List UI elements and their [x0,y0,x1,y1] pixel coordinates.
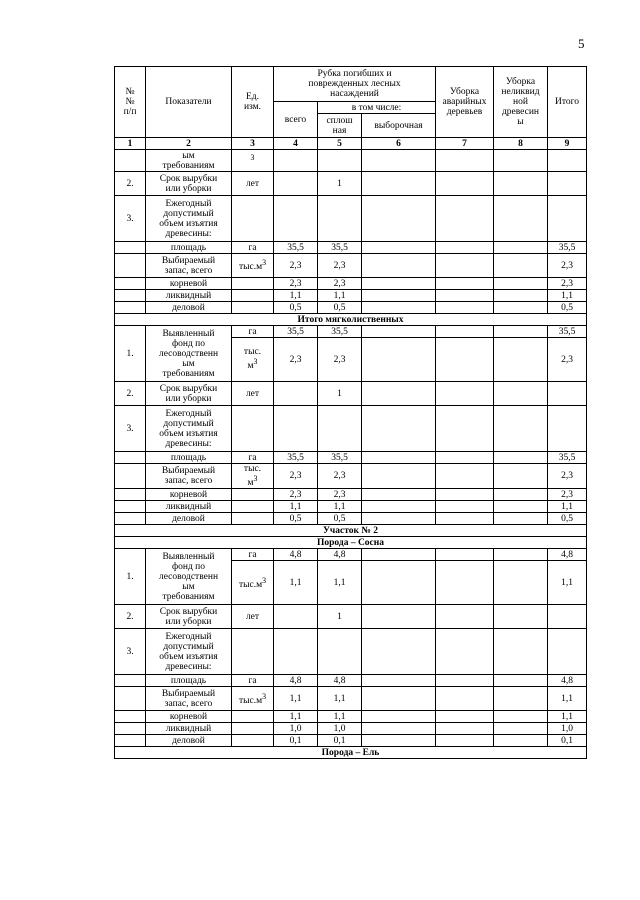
value-cell: 1,0 [274,723,318,735]
header-total [274,102,318,138]
colnum-2: 2 [146,138,232,150]
indicator-cell [146,254,232,278]
colnum-3: 3 [232,138,274,150]
value-cell: 35,5 [318,242,362,254]
value-cell: 1,0 [318,723,362,735]
value-cell: 1,1 [274,711,318,723]
value-cell: 1 [318,382,362,406]
value-cell: 4,8 [318,675,362,687]
value-cell: 2,3 [548,464,587,489]
indicator-cell [146,326,232,382]
value-cell: 0,5 [318,513,362,525]
unit-text: тыс.м [238,262,263,273]
table-row [115,687,587,711]
unit-sup: 3 [250,153,255,163]
header-itogo-text: Итого [554,97,580,107]
indicator-cell: деловой [146,513,232,525]
indicator-text: Ежегодный допустимый объем изъятия древесины: [159,408,218,449]
value-cell: 4,8 [274,549,318,561]
header-num-text: № № п/п [123,87,137,117]
indicator-text: Срок вырубки или уборки [159,173,218,194]
indicator-cell [146,196,232,242]
header-num [115,67,146,138]
table-row [115,302,587,314]
value-cell: 1,1 [274,561,318,605]
indicator-cell: площадь [146,242,232,254]
indicator-text: Выявленный фонд по лесоводственн ым требованиям [158,328,219,379]
value-cell: 2,3 [274,254,318,278]
row-num: 1. [115,549,146,605]
table-row [115,675,587,687]
colnum-8: 8 [494,138,548,150]
header-including-text: в том числе: [351,102,402,113]
header-nonliquid [494,67,548,138]
table-row [115,605,587,629]
section-row [115,525,587,537]
section-row [115,537,587,549]
table-row [115,172,587,196]
header-including [318,102,436,114]
table-row [115,464,587,489]
unit-cell: лет [232,382,274,406]
table-row [115,501,587,513]
value-cell: 2,3 [274,464,318,489]
table-row [115,723,587,735]
unit-cell [232,687,274,711]
table-row [115,196,587,242]
table-row [115,382,587,406]
value-cell: 35,5 [274,326,318,338]
value-cell: 35,5 [274,452,318,464]
indicator-cell [146,406,232,452]
indicator-cell: корневой [146,711,232,723]
unit-sup: 3 [262,258,267,268]
value-cell: 2,3 [318,489,362,501]
value-cell: 0,5 [274,302,318,314]
unit-sup: 3 [253,474,258,483]
value-cell: 35,5 [548,452,587,464]
indicator-cell [146,382,232,406]
colnum-7: 7 [436,138,494,150]
unit-cell [232,464,274,489]
value-cell: 1,1 [548,687,587,711]
indicator-cell: корневой [146,489,232,501]
indicator-text: Выбираемый запас, всего [161,688,216,709]
unit-sup: 3 [262,691,267,701]
forest-felling-table [114,66,587,759]
row-num: 2. [115,605,146,629]
header-itogo [548,67,587,138]
value-cell: 35,5 [548,326,587,338]
value-cell: 1 [318,605,362,629]
indicator-cell [146,629,232,675]
table-row [115,278,587,290]
unit-text: тыс. м [243,347,262,372]
table-row [115,326,587,338]
table-row [115,242,587,254]
table-row [115,150,587,172]
table-row [115,452,587,464]
section-title: Порода – Сосна [115,537,587,549]
value-cell: 0,1 [274,735,318,747]
row-num: 3. [115,196,146,242]
unit-cell: га [232,675,274,687]
header-total-text: всего [284,114,307,125]
colnum-4: 4 [274,138,318,150]
unit-cell: лет [232,172,274,196]
value-cell: 2,3 [274,338,318,382]
indicator-cell [146,172,232,196]
header-clear-text: сплош ная [326,115,353,136]
value-cell: 2,3 [548,338,587,382]
colnum-6: 6 [362,138,436,150]
unit-cell: га [232,326,274,338]
value-cell: 1 [318,172,362,196]
header-selective-text: выборочная [374,120,423,131]
value-cell: 1,1 [318,687,362,711]
row-num: 2. [115,382,146,406]
unit-cell [232,338,274,382]
page-number: 5 [578,36,585,51]
header-emergency-text: Уборка аварийных деревьев [442,87,487,117]
value-cell: 0,5 [318,302,362,314]
value-cell: 1,1 [318,290,362,302]
header-indicator [146,67,232,138]
indicator-text: Выбираемый запас, всего [161,466,216,487]
value-cell: 0,1 [548,735,587,747]
value-cell: 1,0 [548,723,587,735]
value-cell: 2,3 [274,489,318,501]
unit-text: тыс. м [243,464,262,489]
value-cell: 2,3 [274,278,318,290]
value-cell: 2,3 [548,254,587,278]
header-clear [318,114,362,138]
indicator-cell [146,464,232,489]
table-row [115,711,587,723]
value-cell: 4,8 [548,549,587,561]
section-row [115,314,587,326]
indicator-cell: ликвидный [146,290,232,302]
table-row [115,254,587,278]
value-cell: 4,8 [318,549,362,561]
value-cell: 2,3 [318,464,362,489]
value-cell: 35,5 [274,242,318,254]
value-cell: 0,1 [318,735,362,747]
header-felling-text: Рубка погибших и поврежденных лесных насаждений [308,69,401,99]
value-cell: 1,1 [548,290,587,302]
unit-sup: 3 [262,575,267,585]
value-cell: 1,1 [318,561,362,605]
indicator-cell: ликвидный [146,501,232,513]
row-num: 1. [115,326,146,382]
value-cell: 0,5 [548,513,587,525]
indicator-text: Выявленный фонд по лесоводственн ым требованиям [158,551,219,602]
colnum-1: 1 [115,138,146,150]
colnum-5: 5 [318,138,362,150]
unit-cell: га [232,452,274,464]
table-row [115,735,587,747]
value-cell: 2,3 [548,489,587,501]
indicator-cell: ликвидный [146,723,232,735]
indicator-text: Срок вырубки или уборки [159,383,218,404]
unit-text: тыс.м [238,579,263,590]
colnum-9: 9 [548,138,587,150]
value-cell: 2,3 [318,338,362,382]
value-cell: 2,3 [318,254,362,278]
indicator-cell: деловой [146,735,232,747]
value-cell: 1,1 [274,501,318,513]
value-cell: 0,5 [274,513,318,525]
header-indicator-text: Показатели [165,97,212,107]
value-cell: 35,5 [318,452,362,464]
value-cell: 0,5 [548,302,587,314]
value-cell: 2,3 [548,278,587,290]
indicator-text: Ежегодный допустимый объем изъятия древесины: [159,631,218,672]
section-title: Итого мягколиственных [115,314,587,326]
section-title: Участок № 2 [115,525,587,537]
indicator-cell: корневой [146,278,232,290]
row-num: 3. [115,629,146,675]
value-cell: 4,8 [274,675,318,687]
indicator-text: Выбираемый запас, всего [161,255,216,276]
unit-cell: га [232,242,274,254]
value-cell: 1,1 [548,561,587,605]
value-cell: 4,8 [548,675,587,687]
table-row [115,290,587,302]
header-unit-text: Ед. изм. [243,92,262,112]
unit-cell: лет [232,605,274,629]
table-row [115,489,587,501]
indicator-cell [146,687,232,711]
value-cell: 1,1 [274,687,318,711]
unit-text: тыс.м [238,695,263,706]
value-cell: 1,1 [318,501,362,513]
indicator-text: ым требованиям [162,150,215,171]
value-cell: 1,1 [318,711,362,723]
header-emergency [436,67,494,138]
indicator-cell [146,549,232,605]
table-row [115,549,587,561]
table-row [115,513,587,525]
table-row [115,406,587,452]
indicator-cell: площадь [146,675,232,687]
indicator-cell [146,605,232,629]
table-row [115,629,587,675]
value-cell: 1,1 [548,711,587,723]
value-cell: 35,5 [548,242,587,254]
value-cell: 2,3 [318,278,362,290]
value-cell: 1,1 [548,501,587,513]
section-title: Порода – Ель [115,747,587,759]
indicator-cell: деловой [146,302,232,314]
header-felling-group [274,67,436,102]
indicator-cell: площадь [146,452,232,464]
unit-sup: 3 [253,357,258,367]
indicator-text: Срок вырубки или уборки [159,606,218,627]
row-num: 3. [115,406,146,452]
header-selective [362,114,436,138]
section-row [115,747,587,759]
unit-cell [232,561,274,605]
unit-cell [232,254,274,278]
header-unit [232,67,274,138]
indicator-cell [146,150,232,172]
value-cell: 1,1 [274,290,318,302]
header-nonliquid-text: Уборка неликвид ной древесин ы [501,77,540,127]
indicator-text: Ежегодный допустимый объем изъятия древесины: [159,198,218,239]
unit-cell [232,150,274,172]
row-num: 2. [115,172,146,196]
value-cell: 35,5 [318,326,362,338]
unit-cell: га [232,549,274,561]
